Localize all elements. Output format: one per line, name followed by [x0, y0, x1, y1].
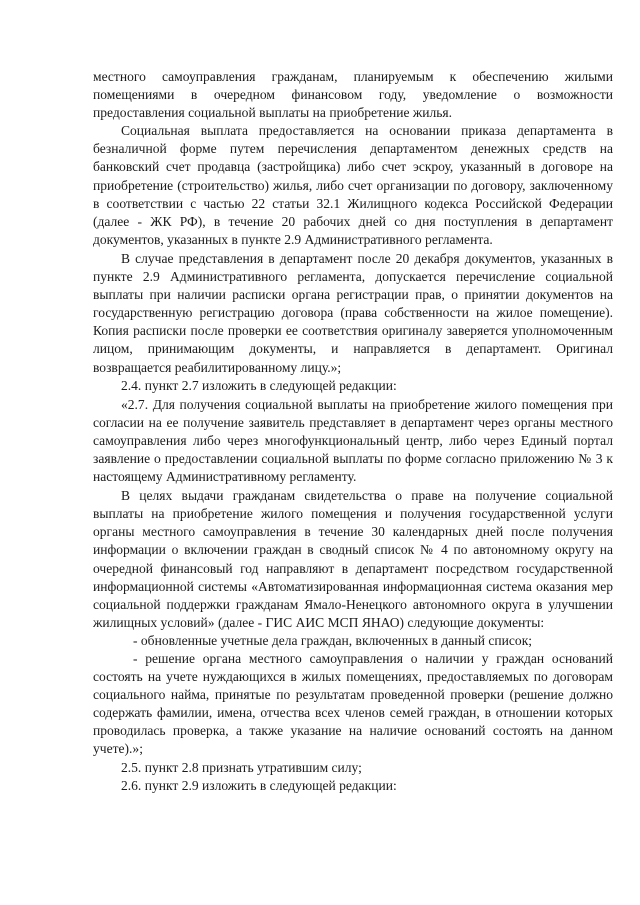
list-item-local-decision: - решение органа местного самоуправления о наличии у граждан оснований состоять на учете нуждающихся в жилых помещениях, предоставляемых по договорам социального найма, принятые по результатам проведенной проверки (решение должно содержать фамилии, имена, отчества всех членов семей граждан, в отношении которых проводилась проверка, а также указание на наличие оснований состоять на данном учете).»; [93, 651, 613, 757]
list-item-updated-files: - обновленные учетные дела граждан, включенных в данный список; [133, 632, 533, 648]
paragraph-social-payment: Социальная выплата предоставляется на основании приказа департамента в безналичной форме путем перечисления департаментом денежных средств на банковский счет продавца (застройщика) либо счет эскроу, указанный в договоре на приобретение (строительство) жилья, либо счет организации по договору, заключенному в соответствии с частью 22 статьи 32.1 Жилищного кодекса Российской Федерации (далее - ЖК РФ), в течение 20 рабочих дней со дня поступления в департамент документов, указанных в пункте 2.9 Административного регламента. [93, 123, 613, 247]
paragraph-certificate-issuance: В целях выдачи гражданам свидетельства о праве на получение социальной выплаты на приобретение жилого помещения и получения государственной услуги органы местного самоуправления в течение 30 календарных дней после получения информации о включении граждан в сводный список № 4 по автономному округу на очередной финансовый год направляют в департамент посредством государственной информационной системы «Автоматизированная информационная система оказания мер социальной поддержки гражданам Ямало-Ненецкого автономного округа в улучшении жилищных условий» (далее - ГИС АИС МСП ЯНАО) следующие документы: [93, 488, 613, 630]
clause-2-6: 2.6. пункт 2.9 изложить в следующей редакции: [121, 777, 397, 793]
clause-2-5: 2.5. пункт 2.8 признать утратившим силу; [121, 759, 362, 775]
document-body [93, 68, 613, 795]
paragraph-2-7: «2.7. Для получения социальной выплаты на приобретение жилого помещения при согласии на ее получение заявитель представляет в департамент через органы местного самоуправления либо через многофункциональный центр, либо через Единый портал заявление о предоставлении социальной выплаты по форме согласно приложению № 3 к настоящему Административному регламенту. [93, 396, 613, 485]
paragraph-december-case: В случае представления в департамент после 20 декабря документов, указанных в пункте 2.9 Административного регламента, допускается перечисление социальной выплаты при наличии расписки органа регистрации прав, о принятии документов на государственную регистрацию договора (права собственности на жилое помещение). Копия расписки после проверки ее соответствия оригиналу заверяется уполномоченным лицом, принимающим документы, и направляется в департамент. Оригинал возвращается реабилитированному лицу.»; [93, 250, 613, 375]
paragraph-continuation: местного самоуправления гражданам, планируемым к обеспечению жилыми помещениями в очередном финансовом году, уведомление о возможности предоставления социальной выплаты на приобретение жилья. [93, 69, 613, 121]
clause-2-4: 2.4. пункт 2.7 изложить в следующей редакции: [121, 377, 397, 393]
